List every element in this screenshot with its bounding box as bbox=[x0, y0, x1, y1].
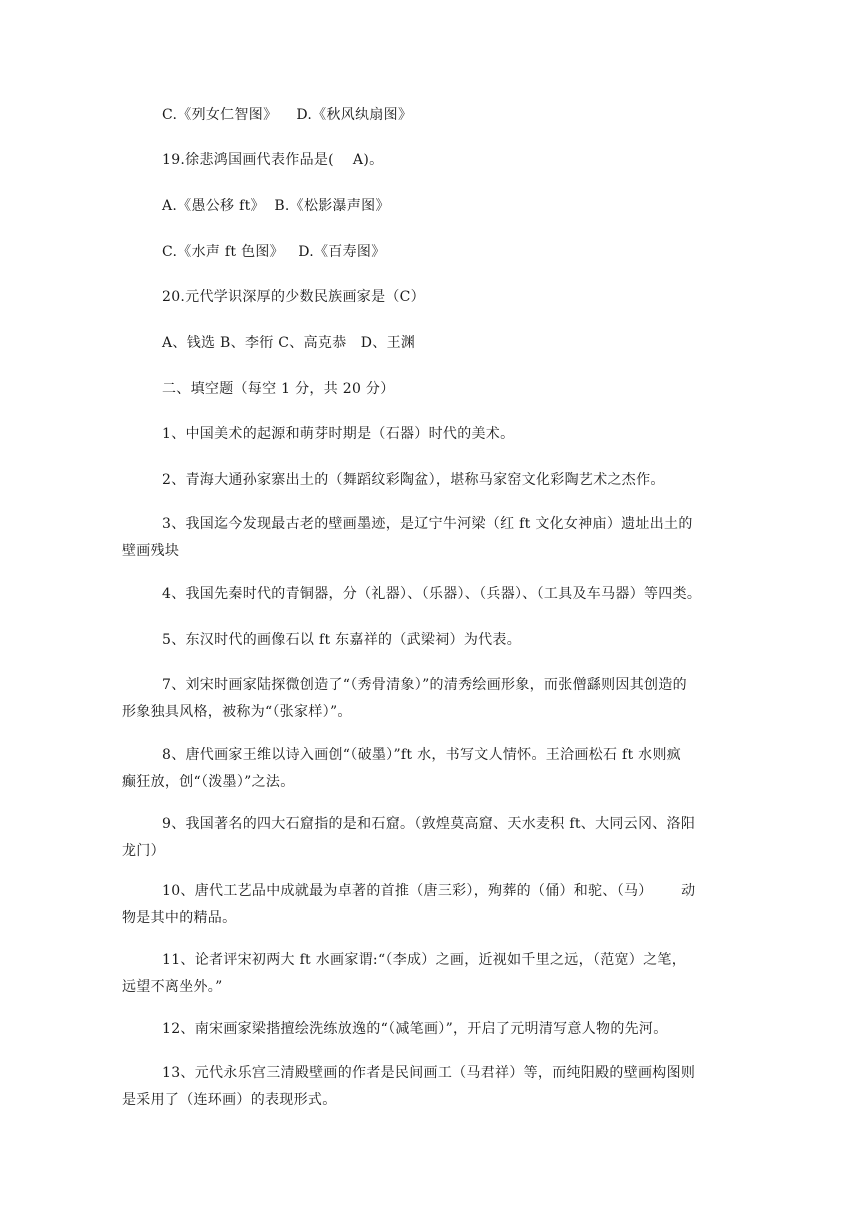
fill-item-4: 4、我国先秦时代的青铜器，分（礼器）、（乐器）、（兵器）、（工具及车马器）等四类。 bbox=[162, 586, 702, 602]
fill-item-7-line-1: 7、刘宋时画家陆探微创造了“（秀骨清象）”的清秀绘画形象，而张僧繇则因其创造的 bbox=[162, 677, 687, 693]
fill-item-13-line-1: 13、元代永乐宫三清殿壁画的作者是民间画工（马君祥）等，而纯阳殿的壁画构图则 bbox=[162, 1065, 696, 1081]
fill-item-10-line-1: 10、唐代工艺品中成就最为卓著的首推（唐三彩），殉葬的（俑）和驼、（马） 动 bbox=[162, 883, 696, 899]
fill-item-5: 5、东汉时代的画像石以 ft 东嘉祥的（武梁祠）为代表。 bbox=[162, 632, 522, 648]
fill-item-3-line-1: 3、我国迄今发现最古老的壁画墨迹，是辽宁牛河梁（红 ft 文化女神庙）遗址出土的 bbox=[162, 516, 693, 532]
fill-item-13-line-2: 是采用了（连环画）的表现形式。 bbox=[122, 1092, 337, 1108]
fill-item-2: 2、青海大通孙家寨出土的（舞蹈纹彩陶盆），堪称马家窑文化彩陶艺术之杰作。 bbox=[162, 472, 665, 488]
section-heading-fill-in: 二、填空题（每空 1 分，共 20 分） bbox=[162, 381, 395, 397]
fill-item-8-line-1: 8、唐代画家王维以诗入画创“（破墨）”ft 水，书写文人情怀。王洽画松石 ft 水则疯 bbox=[162, 747, 682, 763]
fill-item-8 bbox=[122, 742, 742, 796]
fill-item-3-line-2: 壁画残块 bbox=[122, 543, 180, 559]
fill-item-7 bbox=[122, 672, 742, 726]
question-19: 19.徐悲鸿国画代表作品是( A)。 bbox=[162, 152, 384, 168]
fill-item-13 bbox=[122, 1060, 742, 1114]
fill-item-9 bbox=[122, 811, 742, 865]
fill-item-12: 12、南宋画家梁揩擅绘洗练放逸的“（减笔画）”，开启了元明清写意人物的先河。 bbox=[162, 1021, 668, 1037]
option-line-a-b-q19: A.《愚公移 ft》 B.《松影瀑声图》 bbox=[162, 198, 390, 214]
fill-item-1: 1、中国美术的起源和萌芽时期是（石器）时代的美术。 bbox=[162, 426, 515, 442]
fill-item-9-line-2: 龙门） bbox=[122, 843, 165, 859]
fill-item-10-line-2: 物是其中的精品。 bbox=[122, 910, 237, 926]
fill-item-10 bbox=[122, 878, 742, 932]
fill-item-11 bbox=[122, 947, 742, 1001]
fill-item-7-line-2: 形象独具风格，被称为“（张家样）”。 bbox=[122, 704, 352, 720]
option-line-c-d-q19: C.《水声 ft 色图》 D.《百寿图》 bbox=[162, 244, 386, 260]
option-line-c-d-q18: C.《列女仁智图》 D.《秋风纨扇图》 bbox=[162, 107, 413, 123]
fill-item-8-line-2: 癫狂放，创“（泼墨）”之法。 bbox=[122, 774, 295, 790]
fill-item-3 bbox=[122, 511, 742, 565]
question-20: 20.元代学识深厚的少数民族画家是（C） bbox=[162, 289, 425, 305]
fill-item-11-line-1: 11、论者评宋初两大 ft 水画家谓:“（李成）之画，近视如千里之远，（范宽）之笔， bbox=[162, 952, 686, 968]
fill-item-9-line-1: 9、我国著名的四大石窟指的是和石窟。（敦煌莫高窟、天水麦积 ft、大同云冈、洛阳 bbox=[162, 816, 696, 832]
fill-item-11-line-2: 远望不离坐外。” bbox=[122, 979, 223, 995]
option-line-q20: A、钱选 B、李衎 C、高克恭 D、王渊 bbox=[162, 335, 416, 351]
